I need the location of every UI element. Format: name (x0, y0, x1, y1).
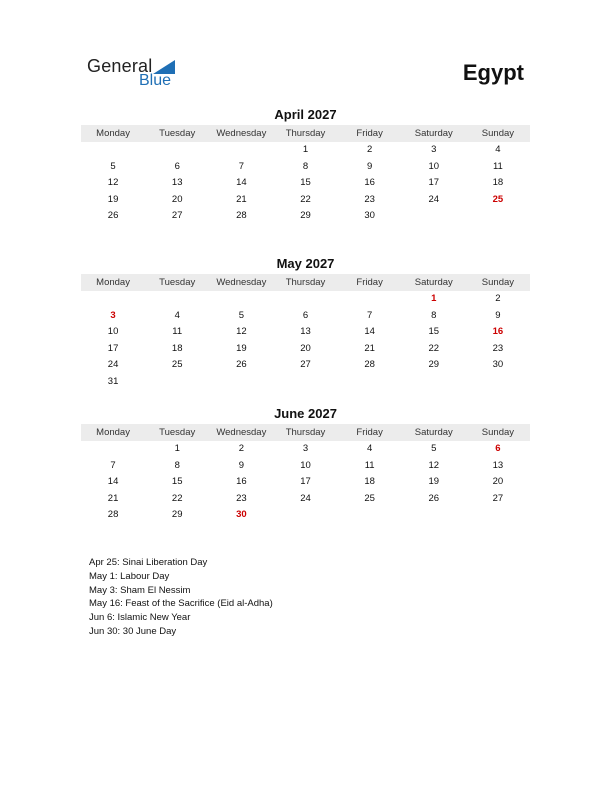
day-cell: 28 (107, 509, 119, 521)
week-row (81, 324, 530, 341)
day-cell: 19 (107, 193, 119, 205)
day-cell: 9 (366, 160, 373, 172)
week-row (81, 458, 530, 475)
day-cell: 15 (428, 326, 440, 338)
weekday-label: Saturday (414, 128, 453, 139)
day-cell: 18 (364, 476, 375, 488)
day-cell: 14 (364, 326, 375, 338)
weekday-label: Sunday (481, 128, 515, 139)
day-cell: 12 (428, 459, 440, 471)
month-may (81, 256, 530, 391)
holiday-day-cell: 25 (492, 193, 504, 205)
weekday-label: Thursday (285, 128, 326, 139)
day-cell: 25 (171, 359, 183, 371)
day-cell: 11 (492, 160, 503, 172)
week-row (81, 192, 530, 209)
day-cell: 20 (171, 193, 183, 205)
day-cell: 29 (300, 210, 311, 222)
day-cell: 9 (495, 309, 501, 321)
day-cell: 21 (364, 342, 375, 354)
generalblue-logo (87, 56, 197, 96)
weekday-label: Wednesday (216, 427, 267, 438)
week-row (81, 308, 530, 325)
week-row (81, 142, 530, 159)
holiday-day-cell: 30 (236, 509, 247, 521)
day-cell: 28 (236, 210, 247, 222)
day-cell: 23 (492, 342, 504, 354)
day-cell: 27 (492, 492, 504, 504)
weekday-header-row (81, 274, 530, 291)
day-cell: 2 (238, 443, 244, 454)
week-row (81, 491, 530, 508)
weekday-label: Wednesday (216, 128, 267, 139)
week-row (81, 291, 530, 308)
day-cell: 5 (238, 309, 244, 321)
weekday-label: Friday (356, 128, 383, 139)
holiday-list-item: Apr 25: Sinai Liberation Day (89, 557, 208, 568)
day-cell: 27 (171, 210, 183, 222)
day-cell (338, 374, 402, 391)
weekday-label: Tuesday (159, 277, 196, 288)
holiday-list-item: May 3: Sham El Nessim (89, 584, 191, 596)
day-cell (402, 507, 466, 524)
day-cell: 5 (431, 443, 437, 454)
day-cell: 25 (364, 492, 375, 504)
day-cell: 26 (428, 492, 440, 504)
holiday-day-cell: 3 (110, 309, 116, 321)
day-cell: 16 (236, 476, 247, 488)
holiday-list-item: May 1: Labour Day (89, 570, 170, 582)
day-cell: 4 (366, 443, 373, 454)
day-cell: 13 (492, 459, 504, 471)
day-cell: 13 (300, 326, 311, 338)
day-cell (466, 208, 530, 225)
day-cell: 1 (174, 443, 180, 454)
day-cell: 15 (300, 177, 311, 189)
day-cell (402, 208, 466, 225)
day-cell (402, 374, 466, 391)
weekday-label: Monday (96, 128, 130, 139)
holiday-day-cell: 16 (492, 326, 504, 338)
day-cell: 21 (107, 492, 119, 504)
holiday-list (89, 556, 273, 639)
day-cell: 19 (236, 342, 247, 354)
month-title: April 2027 (274, 107, 337, 122)
day-cell (273, 291, 337, 308)
day-cell: 24 (107, 359, 119, 371)
day-cell (273, 374, 337, 391)
day-cell (209, 374, 273, 391)
day-cell: 10 (428, 160, 440, 172)
country-title: Egypt (462, 60, 524, 85)
weekday-label: Sunday (481, 277, 515, 288)
day-cell (145, 142, 209, 159)
day-cell: 3 (302, 443, 309, 454)
week-row (81, 208, 530, 225)
weekday-label: Wednesday (216, 277, 267, 288)
day-cell: 16 (364, 177, 375, 189)
weekday-label: Friday (356, 277, 383, 288)
logo-text-blue: Blue (139, 72, 172, 89)
day-cell (145, 374, 209, 391)
day-cell: 22 (171, 492, 183, 504)
day-cell: 14 (236, 177, 247, 189)
day-cell: 31 (107, 375, 119, 387)
day-cell: 22 (300, 193, 311, 205)
day-cell: 21 (236, 193, 247, 205)
day-cell: 20 (300, 342, 311, 354)
day-cell: 17 (428, 177, 440, 189)
day-cell: 28 (364, 359, 375, 371)
day-cell: 10 (300, 459, 311, 471)
weekday-header-row (81, 424, 530, 441)
day-cell: 19 (428, 476, 440, 488)
weekday-label: Tuesday (159, 128, 196, 139)
weekday-header-row (81, 125, 530, 142)
week-row (81, 341, 530, 358)
day-cell: 17 (107, 342, 119, 354)
day-cell: 26 (236, 359, 247, 371)
week-row (81, 474, 530, 491)
week-row (81, 441, 530, 458)
day-cell: 4 (495, 144, 501, 155)
day-cell (209, 291, 273, 308)
day-cell: 12 (107, 177, 119, 189)
week-row (81, 507, 530, 524)
day-cell: 8 (431, 309, 437, 321)
day-cell (81, 291, 145, 308)
day-cell: 1 (302, 144, 309, 155)
week-row (81, 159, 530, 176)
holiday-list-item: May 16: Feast of the Sacrifice (Eid al-Adha) (89, 598, 273, 610)
day-cell (209, 142, 273, 159)
holiday-list-item: Jun 30: 30 June Day (89, 625, 177, 637)
day-cell: 26 (107, 210, 119, 222)
day-cell: 10 (107, 326, 119, 338)
day-cell: 23 (236, 492, 247, 504)
day-cell: 11 (364, 459, 375, 471)
day-cell: 24 (428, 193, 440, 205)
day-cell: 7 (238, 160, 244, 172)
weekday-label: Monday (96, 277, 130, 288)
week-row (81, 374, 530, 391)
day-cell: 14 (107, 476, 119, 488)
weekday-label: Saturday (414, 427, 453, 438)
week-row (81, 357, 530, 374)
day-cell: 17 (300, 476, 311, 488)
weekday-label: Tuesday (159, 427, 196, 438)
weekday-label: Monday (96, 427, 130, 438)
day-cell: 6 (174, 160, 180, 172)
month-title: June 2027 (274, 406, 337, 421)
day-cell: 22 (428, 342, 440, 354)
weekday-label: Thursday (285, 427, 326, 438)
day-cell: 13 (171, 177, 183, 189)
holiday-day-cell: 6 (495, 443, 501, 454)
holiday-list-item: Jun 6: Islamic New Year (89, 612, 191, 624)
day-cell: 7 (110, 459, 116, 471)
day-cell: 30 (492, 359, 504, 371)
day-cell: 12 (236, 326, 247, 338)
day-cell: 8 (302, 160, 309, 172)
day-cell (81, 142, 145, 159)
day-cell: 2 (495, 293, 501, 304)
day-cell: 23 (364, 193, 375, 205)
day-cell: 29 (428, 359, 440, 371)
day-cell: 6 (302, 309, 309, 321)
day-cell (145, 291, 209, 308)
day-cell (81, 441, 145, 458)
day-cell (338, 507, 402, 524)
week-row (81, 175, 530, 192)
day-cell (273, 507, 337, 524)
day-cell: 11 (172, 326, 183, 338)
month-june (81, 406, 530, 524)
weekday-label: Thursday (285, 277, 326, 288)
holiday-day-cell: 1 (431, 293, 437, 304)
day-cell (466, 507, 530, 524)
month-title: May 2027 (276, 256, 335, 271)
day-cell: 27 (300, 359, 311, 371)
day-cell: 2 (366, 144, 373, 155)
day-cell: 24 (300, 492, 311, 504)
day-cell: 18 (492, 177, 504, 189)
logo-text-general: General (87, 56, 153, 76)
day-cell: 30 (364, 210, 375, 222)
day-cell: 18 (171, 342, 183, 354)
day-cell: 29 (171, 509, 183, 521)
day-cell: 9 (238, 459, 244, 471)
day-cell (466, 374, 530, 391)
weekday-label: Friday (356, 427, 383, 438)
day-cell (338, 291, 402, 308)
weekday-label: Saturday (414, 277, 453, 288)
day-cell: 8 (174, 459, 180, 471)
day-cell: 15 (171, 476, 183, 488)
day-cell: 4 (174, 309, 180, 321)
day-cell: 5 (110, 160, 116, 172)
day-cell: 7 (366, 309, 373, 321)
day-cell: 20 (492, 476, 504, 488)
weekday-label: Sunday (481, 427, 515, 438)
day-cell: 3 (431, 144, 437, 155)
month-april (81, 107, 530, 225)
